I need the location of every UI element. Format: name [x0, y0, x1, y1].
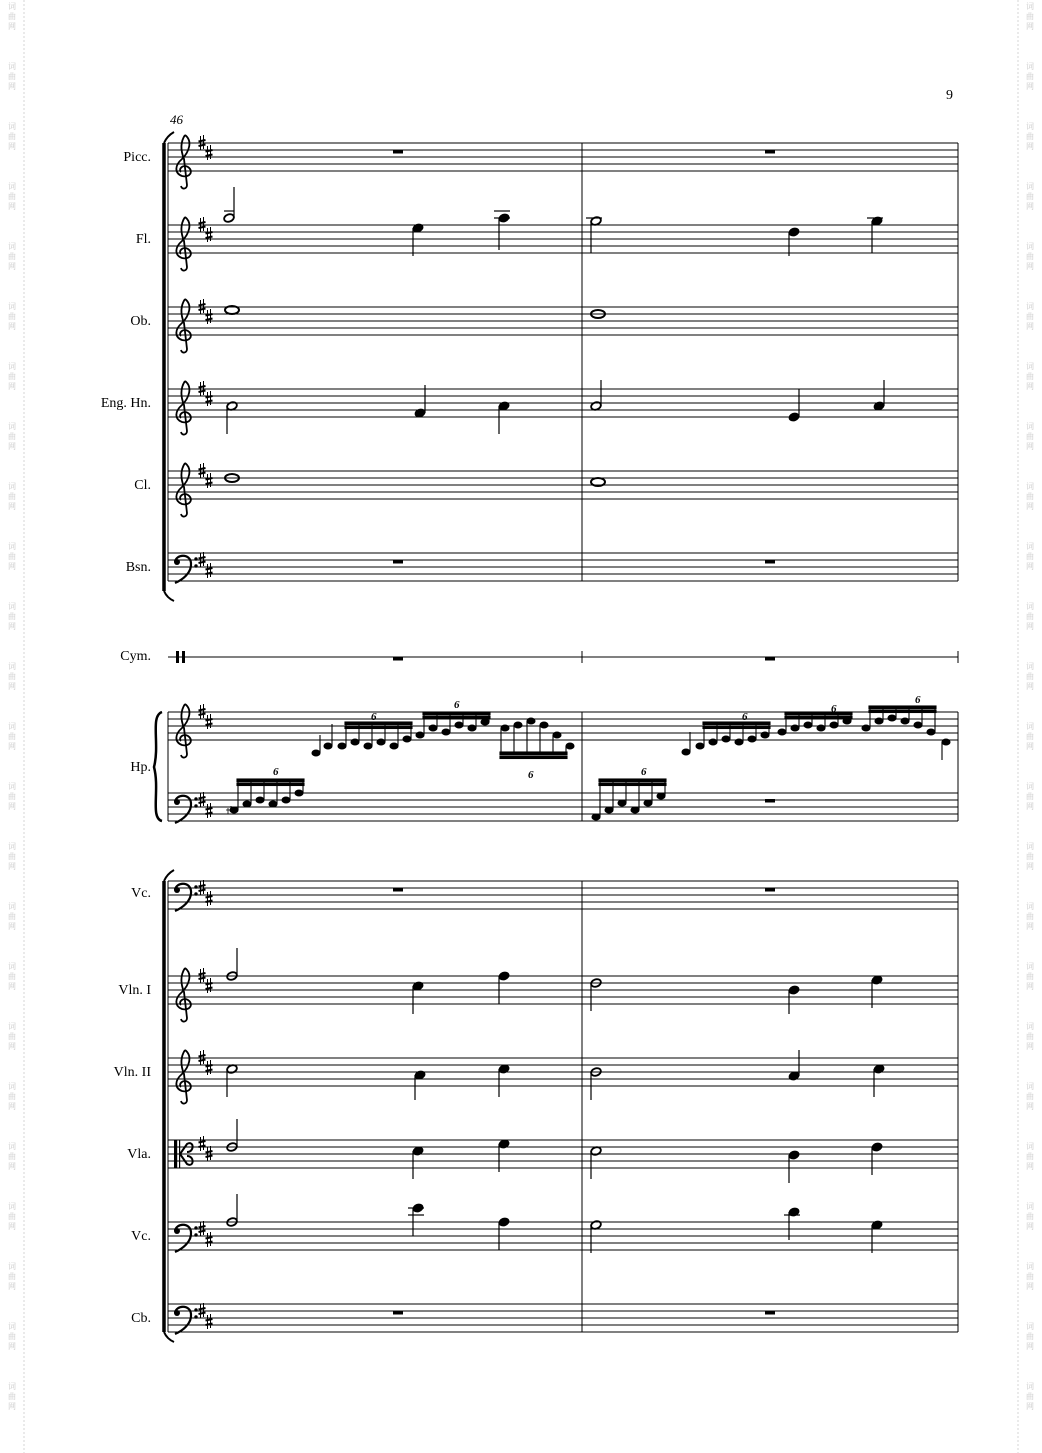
watermark-stamp: 词 曲 网 — [1026, 902, 1034, 931]
watermark-stamp: 词 曲 网 — [8, 722, 16, 751]
instrument-label-violin-1: Vln. I — [118, 983, 151, 998]
watermark-stamp: 词 曲 网 — [8, 1262, 16, 1291]
staff-piccolo — [168, 135, 958, 189]
tuplet-6: 6 — [371, 711, 377, 723]
watermark-stamp: 词 曲 网 — [8, 542, 16, 571]
watermark-stamp: 词 曲 网 — [8, 1082, 16, 1111]
watermark-stamp: 词 曲 网 — [1026, 662, 1034, 691]
page-number: 9 — [946, 88, 953, 103]
staff-cello-upper — [168, 880, 958, 911]
tuplet-6: 6 — [915, 694, 921, 706]
tuplet-6: 6 — [454, 699, 460, 711]
watermark-stamp: 词 曲 网 — [1026, 722, 1034, 751]
measure-number: 46 — [170, 112, 183, 127]
watermark-stamp: 词 曲 网 — [8, 122, 16, 151]
watermark-stamp: 词 曲 网 — [8, 1202, 16, 1231]
instrument-label-violin-2: Vln. II — [113, 1065, 151, 1080]
staff-oboe — [168, 299, 958, 353]
staff-viola — [168, 1136, 958, 1168]
watermark-stamp: 词 曲 网 — [1026, 62, 1034, 91]
instrument-label-clarinet: Cl. — [134, 478, 151, 493]
watermark-stamp: 词 曲 网 — [1026, 782, 1034, 811]
watermark-stamp: 词 曲 网 — [1026, 1382, 1034, 1411]
instrument-label-cymbal: Cym. — [120, 649, 151, 664]
watermark-stamp: 词 曲 网 — [1026, 1202, 1034, 1231]
tuplet-6: 6 — [831, 703, 837, 715]
watermark-stamp: 词 曲 网 — [8, 422, 16, 451]
tuplet-markers — [273, 694, 921, 781]
watermark-stamp: 词 曲 网 — [8, 1382, 16, 1411]
watermark-stamp: 词 曲 网 — [8, 1142, 16, 1171]
tuplet-6: 6 — [641, 766, 647, 778]
instrument-label-cello: Vc. — [131, 1229, 151, 1244]
watermark-stamp: 词 曲 网 — [8, 902, 16, 931]
oboe-notes — [225, 306, 605, 318]
watermark-stamp: 词 曲 网 — [8, 242, 16, 271]
viola-notes — [226, 1119, 883, 1183]
cello-notes — [226, 1194, 883, 1253]
watermark-stamp: 词 曲 网 — [8, 182, 16, 211]
watermark-stamp: 词 曲 网 — [8, 302, 16, 331]
tuplet-6: 6 — [742, 711, 748, 723]
staff-contrabass — [168, 1303, 958, 1334]
watermark-stamp: 词 曲 网 — [8, 62, 16, 91]
watermark-stamp: 词 曲 网 — [1026, 482, 1034, 511]
instrument-label-cello-upper: Vc. — [131, 886, 151, 901]
watermark-stamp: 词 曲 网 — [1026, 182, 1034, 211]
staff-clarinet — [168, 463, 958, 517]
staff-violin-1 — [168, 968, 958, 1022]
staff-cymbal — [168, 651, 958, 663]
watermark-stamp: 词 曲 网 — [8, 842, 16, 871]
instrument-label-flute: Fl. — [135, 232, 151, 247]
watermark-stamp: 词 曲 网 — [1026, 302, 1034, 331]
watermark-stamp: 词 曲 网 — [1026, 1022, 1034, 1051]
watermark-stamp: 词 曲 网 — [8, 2, 16, 31]
watermark-stamp: 词 曲 网 — [8, 1322, 16, 1351]
watermark-stamp: 词 曲 网 — [1026, 2, 1034, 31]
instrument-label-english-horn: Eng. Hn. — [100, 396, 151, 411]
tuplet-6: 6 — [273, 766, 279, 778]
watermark-stamp: 词 曲 网 — [8, 962, 16, 991]
watermark-stamp: 词 曲 网 — [1026, 362, 1034, 391]
staff-cello — [168, 1221, 958, 1252]
instrument-label-piccolo: Picc. — [123, 150, 151, 165]
watermark-stamp: 词 曲 网 — [1026, 602, 1034, 631]
instrument-label-bassoon: Bsn. — [125, 560, 151, 575]
harp-notes — [226, 706, 950, 820]
instrument-label-oboe: Ob. — [130, 314, 151, 329]
instrument-label-harp: Hp. — [130, 760, 151, 775]
instrument-label-viola: Vla. — [127, 1147, 151, 1162]
watermark-stamp: 词 曲 网 — [1026, 1082, 1034, 1111]
watermark-stamp: 词 曲 网 — [1026, 1142, 1034, 1171]
staff-flute — [168, 217, 958, 271]
watermark-stamp: 词 曲 网 — [1026, 1322, 1034, 1351]
watermark-stamp: 词 曲 网 — [1026, 842, 1034, 871]
watermark-stamp: 词 曲 网 — [8, 1022, 16, 1051]
watermark-stamp: 词 曲 网 — [8, 362, 16, 391]
staff-english-horn — [168, 381, 958, 435]
watermark-stamp: 词 曲 网 — [8, 602, 16, 631]
watermark-stamp: 词 曲 网 — [1026, 122, 1034, 151]
watermark-stamp: 词 曲 网 — [1026, 542, 1034, 571]
watermark-stamp: 词 曲 网 — [1026, 962, 1034, 991]
watermark-stamp: 词 曲 网 — [8, 782, 16, 811]
clarinet-notes — [225, 474, 605, 486]
watermark-stamp: 词 曲 网 — [8, 482, 16, 511]
staff-violin-2 — [168, 1050, 958, 1104]
watermark-stamp: 词 曲 网 — [1026, 422, 1034, 451]
watermark-stamp: 词 曲 网 — [8, 662, 16, 691]
staff-bassoon — [168, 552, 958, 583]
instrument-label-contrabass: Cb. — [131, 1311, 151, 1326]
watermark-stamp: 词 曲 网 — [1026, 242, 1034, 271]
watermark-stamp: 词 曲 网 — [1026, 1262, 1034, 1291]
tuplet-6: 6 — [528, 769, 534, 781]
english-horn-notes — [226, 380, 885, 434]
